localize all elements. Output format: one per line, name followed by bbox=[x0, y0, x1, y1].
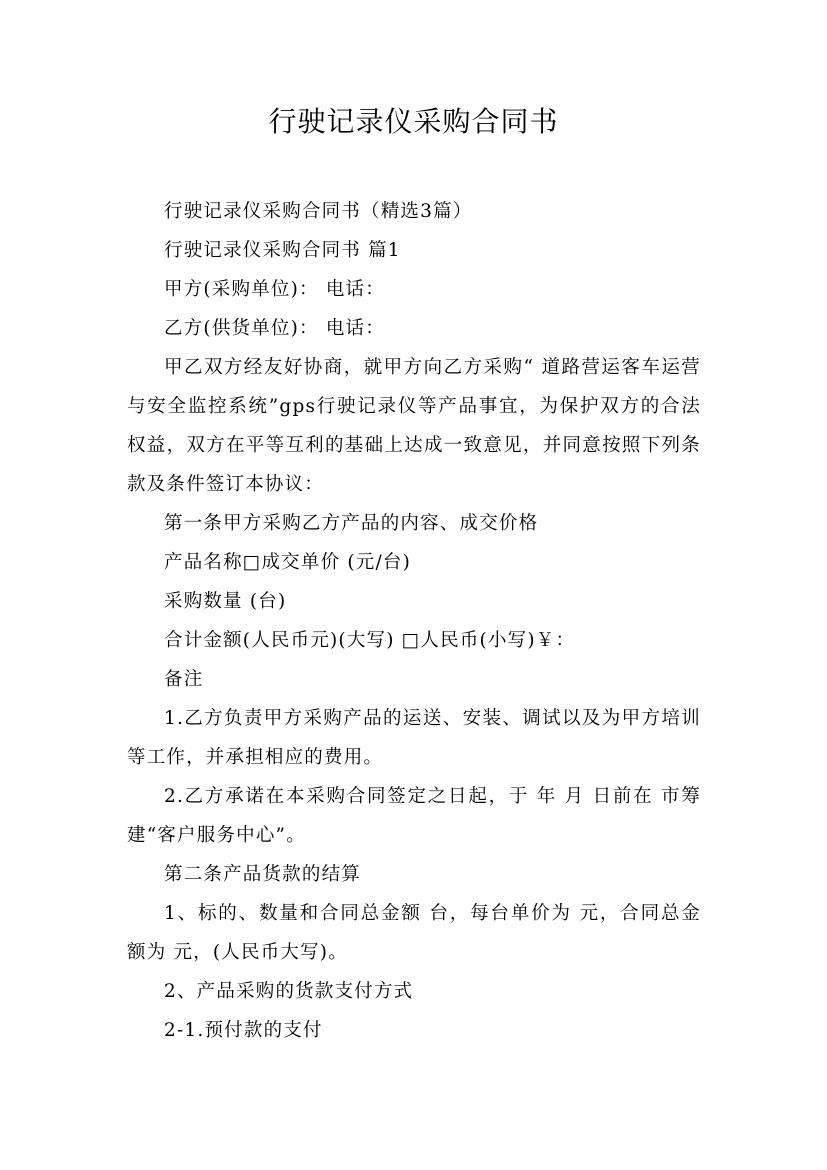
paragraph-remarks: 备注 bbox=[164, 669, 204, 690]
paragraph-section-heading: 行驶记录仪采购合同书 篇1 bbox=[164, 240, 401, 261]
paragraph-party-a: 甲方(采购单位)： 电话： bbox=[164, 279, 385, 300]
paragraph-article-1: 第一条甲方采购乙方产品的内容、成交价格 bbox=[164, 513, 539, 534]
paragraph-intro: 甲乙双方经友好协商，就甲方向乙方采购“ 道路营运客车运营与安全监控系统”gps行驶记录仪等产品事宜，为保护双方的合法权益，双方在平等互利的基础上达成一致意见，并同意按照下列条款及条件签订本协议： bbox=[127, 357, 701, 495]
paragraph-payment-2: 2、产品采购的货款支付方式 bbox=[164, 981, 414, 1002]
paragraph-item-1: 1.乙方负责甲方采购产品的运送、安装、调试以及为甲方培训等工作，并承担相应的费用。 bbox=[127, 708, 701, 768]
paragraph-quantity: 采购数量 (台) bbox=[164, 591, 287, 612]
paragraph-party-b: 乙方(供货单位)： 电话： bbox=[164, 318, 385, 339]
paragraph-total-amount: 合计金额(人民币元)(大写) □人民币(小写)￥： bbox=[164, 630, 576, 651]
document-title: 行驶记录仪采购合同书 bbox=[268, 105, 559, 138]
paragraph-article-2: 第二条产品货款的结算 bbox=[164, 864, 362, 885]
paragraph-product-name: 产品名称□成交单价 (元/台) bbox=[164, 552, 412, 573]
paragraph-payment-1: 1、标的、数量和合同总金额 台，每台单价为 元，合同总金额为 元，(人民币大写)。 bbox=[127, 903, 701, 963]
paragraph-item-2: 2.乙方承诺在本采购合同签定之日起，于 年 月 日前在 市筹建“客户服务中心”。 bbox=[127, 786, 701, 846]
document-body bbox=[127, 192, 701, 1050]
paragraph-subtitle: 行驶记录仪采购合同书（精选3篇） bbox=[164, 201, 473, 222]
paragraph-payment-2-1: 2-1.预付款的支付 bbox=[164, 1020, 323, 1041]
